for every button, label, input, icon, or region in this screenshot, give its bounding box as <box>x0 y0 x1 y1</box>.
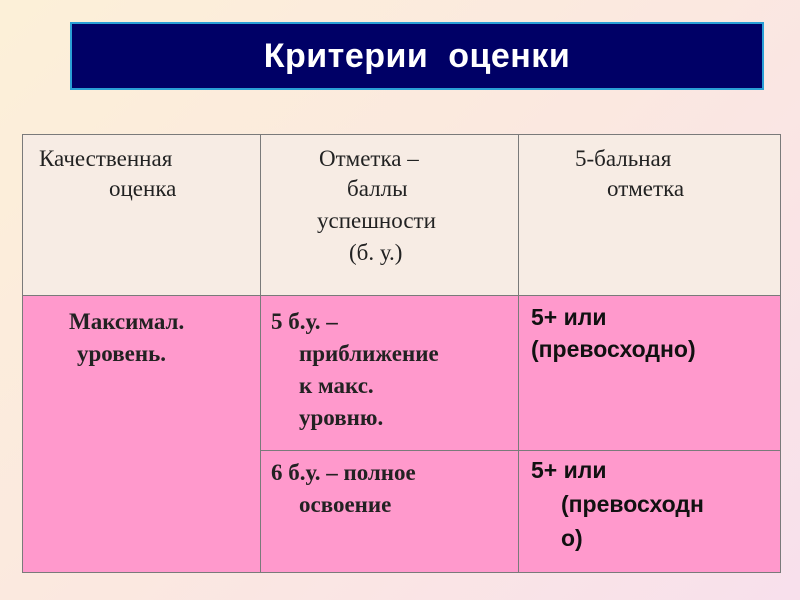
header-quality-line-1: Качественная <box>39 146 173 171</box>
table-row <box>23 296 781 451</box>
title-banner <box>70 22 764 90</box>
grade-line-2: (превосходн <box>561 491 704 517</box>
points-cell <box>261 296 519 451</box>
points-line-3: к макс. <box>299 373 374 398</box>
page-title: Критерии оценки <box>263 36 571 75</box>
grade-line-3: о) <box>561 525 583 551</box>
grade-line-1: 5+ или <box>531 304 607 330</box>
points-line-2: освоение <box>299 492 392 517</box>
header-cell-grade <box>519 135 781 296</box>
level-cell <box>23 296 261 573</box>
criteria-table <box>22 134 781 573</box>
points-line-1: 5 б.у. – <box>271 309 338 334</box>
table-header-row <box>23 135 781 296</box>
level-line-2: уровень. <box>77 341 167 366</box>
header-cell-points <box>261 135 519 296</box>
grade-cell <box>519 296 781 451</box>
points-cell <box>261 451 519 573</box>
header-cell-quality <box>23 135 261 296</box>
header-points-line-3: успешности <box>317 208 436 233</box>
header-grade-line-1: 5-бальная <box>575 146 672 171</box>
grade-line-2: (превосходно) <box>531 336 696 362</box>
header-points-line-1: Отметка – <box>319 146 419 171</box>
header-points-line-4: (б. у.) <box>349 240 403 265</box>
points-line-2: приближение <box>299 341 439 366</box>
points-line-4: уровню. <box>299 405 384 430</box>
points-line-1: 6 б.у. – полное <box>271 460 416 485</box>
level-line-1: Максимал. <box>69 309 185 334</box>
header-grade-line-2: отметка <box>607 176 685 201</box>
header-points-line-2: баллы <box>347 176 408 201</box>
grade-line-1: 5+ или <box>531 457 607 483</box>
header-quality-line-2: оценка <box>109 176 177 201</box>
grade-cell <box>519 451 781 573</box>
